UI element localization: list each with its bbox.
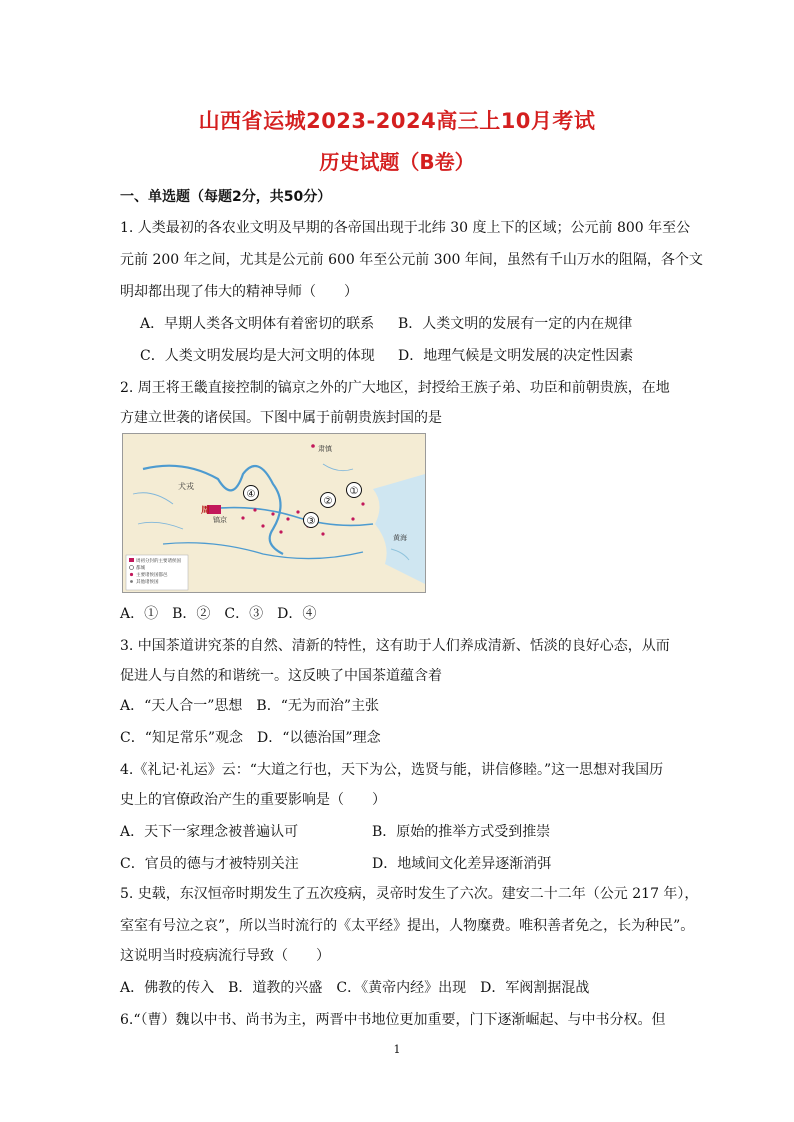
question-3-line-1: 3. 中国茶道讲究茶的自然、清新的特性，这有助于人们养成清新、恬淡的良好心态，从而	[120, 638, 670, 654]
map-marker-4	[244, 486, 259, 501]
question-5-line-3: 这说明当时疫病流行导致（ ）	[120, 948, 330, 964]
question-4-option-b: B．原始的推举方式受到推崇	[372, 824, 551, 840]
question-4-option-a: A．天下一家理念被普遍认可	[120, 824, 299, 840]
question-1-option-b: B．人类文明的发展有一定的内在规律	[398, 316, 633, 332]
question-5-options: A．佛教的传入 B．道教的兴盛 C．《黄帝内经》出现 D．军阀割据混战	[120, 980, 590, 996]
question-4-option-d: D．地域间文化差异逐渐消弭	[372, 856, 552, 872]
map-marker-2	[321, 493, 336, 508]
question-3-options-cd: C．“知足常乐”观念 D．“以德治国”理念	[120, 730, 381, 746]
map-marker-1	[347, 483, 362, 498]
section-heading: 一、单选题（每题2分，共50分）	[120, 189, 332, 205]
svg-text:①: ①	[349, 486, 359, 497]
map-figure	[123, 434, 425, 592]
map-label-haojing: 镐京	[213, 516, 227, 524]
question-1-line-1: 1. 人类最初的各农业文明及早期的各帝国出现于北纬 30 度上下的区域；公元前 800 年至公	[120, 220, 691, 236]
western-zhou-map	[122, 433, 426, 593]
page-number: 1	[393, 1043, 401, 1056]
question-4-option-c: C．官员的德与才被特别关注	[120, 856, 299, 872]
question-1-line-2: 元前 200 年之间，尤其是公元前 600 年至公元前 300 年间，虽然有千山万水的阻隔，各个文	[120, 252, 703, 268]
map-label-zhou: 周	[201, 506, 211, 516]
map-label-sushen: 肃慎	[318, 445, 332, 453]
svg-text:②: ②	[323, 496, 333, 507]
question-6-line-1: 6.“（曹）魏以中书、尚书为主，两晋中书地位更加重要，门下逐渐崛起、与中书分权。但	[120, 1012, 666, 1028]
svg-text:周初分封的主要诸侯国: 周初分封的主要诸侯国	[136, 559, 181, 564]
map-marker-3	[304, 513, 319, 528]
question-3-line-2: 促进人与自然的和谐统一。这反映了中国茶道蕴含着	[120, 668, 442, 684]
map-legend	[126, 555, 188, 590]
svg-text:主要诸侯国都邑: 主要诸侯国都邑	[136, 573, 168, 578]
question-3-options-ab: A．“天人合一”思想 B．“无为而治”主张	[120, 698, 380, 714]
question-4-line-1: 4.《礼记·礼运》云：“大道之行也，天下为公，选贤与能，讲信修睦。”这一思想对我国历	[120, 762, 664, 778]
question-1-option-c: C．人类文明发展均是大河文明的体现	[140, 348, 375, 364]
question-2-line-2: 方建立世袭的诸侯国。下图中属于前朝贵族封国的是	[120, 410, 442, 426]
question-1-line-3: 明却都出现了伟大的精神导师（ ）	[120, 284, 358, 300]
question-2-line-1: 2. 周王将王畿直接控制的镐京之外的广大地区，封授给王族子弟、功臣和前朝贵族，在地	[120, 380, 670, 396]
map-label-quanrong: 犬戎	[178, 482, 194, 491]
map-label-yellow-sea: 黄海	[393, 534, 407, 542]
exam-subtitle: 历史试题（B卷）	[319, 150, 475, 174]
svg-text:其他诸侯国: 其他诸侯国	[136, 580, 159, 585]
question-1-option-d: D．地理气候是文明发展的决定性因素	[398, 348, 634, 364]
exam-title: 山西省运城2023-2024高三上10月考试	[198, 109, 596, 133]
svg-text:④: ④	[246, 489, 256, 500]
question-4-line-2: 史上的官僚政治产生的重要影响是（ ）	[120, 792, 386, 808]
svg-text:都城: 都城	[136, 566, 145, 571]
question-1-option-a: A．早期人类各文明体有着密切的联系	[140, 316, 375, 332]
svg-text:③: ③	[306, 516, 316, 527]
question-5-line-1: 5. 史载，东汉恒帝时期发生了五次疫病，灵帝时发生了六次。建安二十二年（公元 217 年），	[120, 886, 699, 902]
question-5-line-2: 室室有号泣之哀”，所以当时流行的《太平经》提出，人物糜费。唯积善者免之，长为种民”。	[120, 918, 695, 934]
question-2-options: A．① B．② C．③ D．④	[120, 606, 317, 622]
